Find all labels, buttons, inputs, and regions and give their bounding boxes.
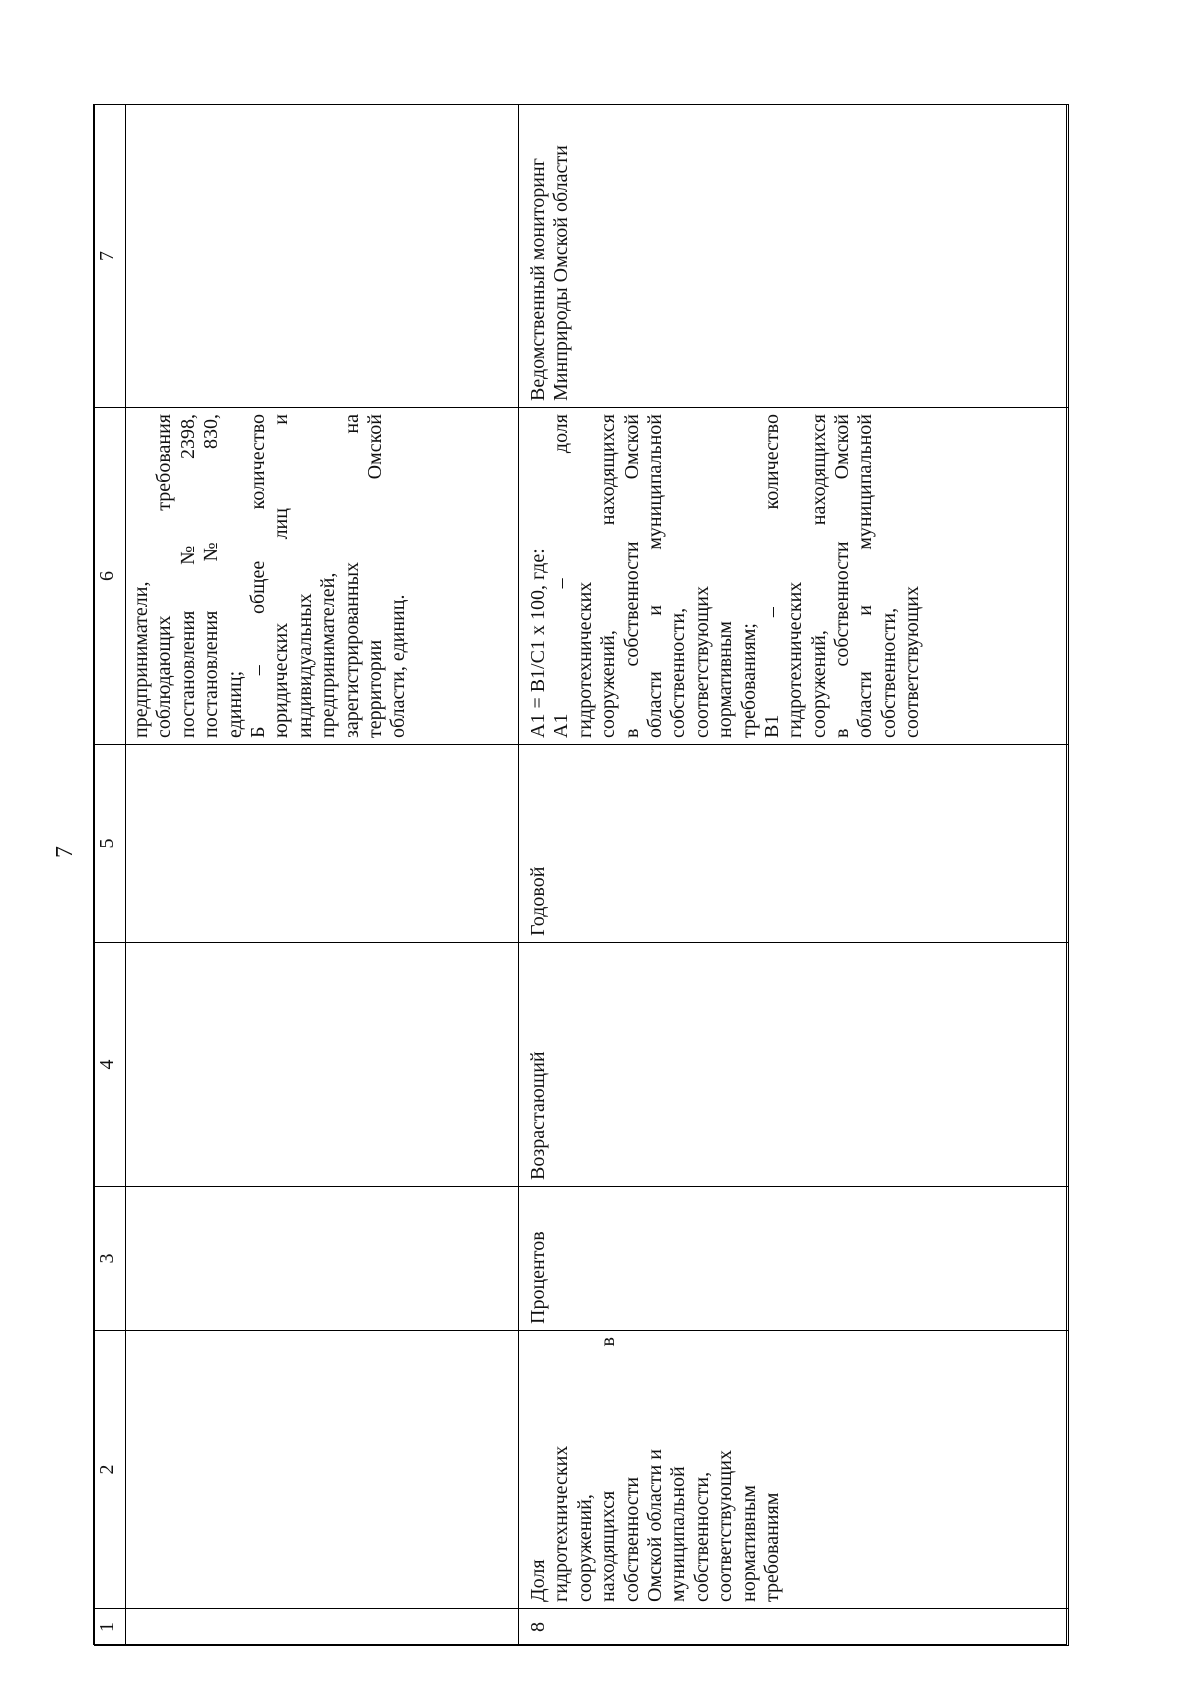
- row8-name-line: муниципальной: [667, 1466, 690, 1602]
- row8-formula-line: соответствующих: [901, 586, 924, 738]
- cont-cell-dynamics: [126, 943, 519, 1187]
- row8-indicator-name: [519, 1331, 1069, 1609]
- cont-cell-formula: [126, 408, 519, 745]
- cont-formula-line: Б – общее количество: [246, 414, 269, 738]
- row8-formula-line: гидротехнических: [573, 581, 596, 738]
- cont-formula-line: единиц;: [223, 670, 246, 738]
- row8-formula-line: А1 = В1/С1 x 100, где:: [527, 548, 549, 738]
- row8-formula-line: сооружений, находящихся: [807, 414, 830, 738]
- row8-data-source: Ведомственный мониторинг Минприроды Омской области: [519, 105, 1069, 408]
- row8-formula-line: в собственности Омской: [620, 414, 643, 738]
- row8-name-line: собственности: [620, 1476, 643, 1602]
- cont-formula-line: области, единиц.: [387, 594, 410, 738]
- cont-cell-source: [126, 105, 519, 408]
- cont-formula-line: постановления № 830,: [200, 414, 223, 738]
- cont-formula-line: предприниматели,: [130, 581, 152, 738]
- cont-formula-line: зарегистрированных на: [340, 414, 363, 738]
- cont-formula-line: соблюдающих требования: [153, 414, 176, 738]
- row8-formula-line: собственности,: [667, 607, 690, 738]
- cont-formula-line: предпринимателей,: [317, 572, 340, 738]
- row8-formula-line: сооружений, находящихся: [597, 414, 620, 738]
- indicator-table-frame: [93, 104, 1067, 1645]
- table-row-8: [519, 105, 1069, 1646]
- row8-formula-line: области и муниципальной: [643, 414, 666, 738]
- cont-formula-line: юридических лиц и: [270, 414, 293, 738]
- row8-period: Годовой: [519, 745, 1069, 943]
- row8-formula-line: нормативным: [714, 621, 737, 738]
- row8-formula-line: требованиям;: [737, 623, 760, 738]
- cont-formula-line: территории Омской: [363, 414, 386, 738]
- row8-name-line: сооружений,: [573, 1494, 596, 1602]
- row8-name-line: нормативным: [737, 1485, 760, 1602]
- column-header-3: 3: [95, 1187, 126, 1331]
- column-header-5: 5: [95, 745, 126, 943]
- row8-unit: Процентов: [519, 1187, 1069, 1331]
- table-header-row: [95, 105, 126, 1646]
- row8-name-line: соответствующих: [714, 1450, 737, 1602]
- row8-formula-line: собственности,: [877, 607, 900, 738]
- row8-name-line: гидротехнических: [550, 1445, 573, 1602]
- row8-name-line: требованиям: [760, 1492, 783, 1602]
- row8-formula-line: А1 – доля: [550, 414, 573, 738]
- row8-formula-line: области и муниципальной: [854, 414, 877, 738]
- cont-cell-unit: [126, 1187, 519, 1331]
- cont-cell-period: [126, 745, 519, 943]
- row8-formula-line: гидротехнических: [784, 581, 807, 738]
- column-header-6: 6: [95, 408, 126, 745]
- row8-formula: [519, 408, 1069, 745]
- row8-name-line: находящихся в: [597, 1337, 620, 1602]
- row8-name-line: Доля: [527, 1559, 549, 1602]
- row8-formula-line: В1 – количество: [760, 414, 783, 738]
- column-header-1: 1: [95, 1609, 126, 1646]
- column-header-4: 4: [95, 943, 126, 1187]
- page-number: 7: [52, 846, 78, 858]
- column-header-7: 7: [95, 105, 126, 408]
- row8-formula-line: соответствующих: [690, 586, 713, 738]
- row8-name-line: Омской области и: [643, 1449, 666, 1602]
- cont-formula-line: индивидуальных: [293, 593, 316, 738]
- row8-number: 8: [519, 1609, 1069, 1646]
- cont-cell-number: [126, 1609, 519, 1646]
- cont-formula-line: постановления № 2398,: [176, 414, 199, 738]
- cont-cell-name: [126, 1331, 519, 1609]
- indicator-table: [94, 104, 1069, 1646]
- column-header-2: 2: [95, 1331, 126, 1609]
- row8-dynamics: Возрастающий: [519, 943, 1069, 1187]
- table-row-continuation: [126, 105, 519, 1646]
- row8-name-line: собственности,: [690, 1471, 713, 1602]
- row8-formula-line: в собственности Омской: [831, 414, 854, 738]
